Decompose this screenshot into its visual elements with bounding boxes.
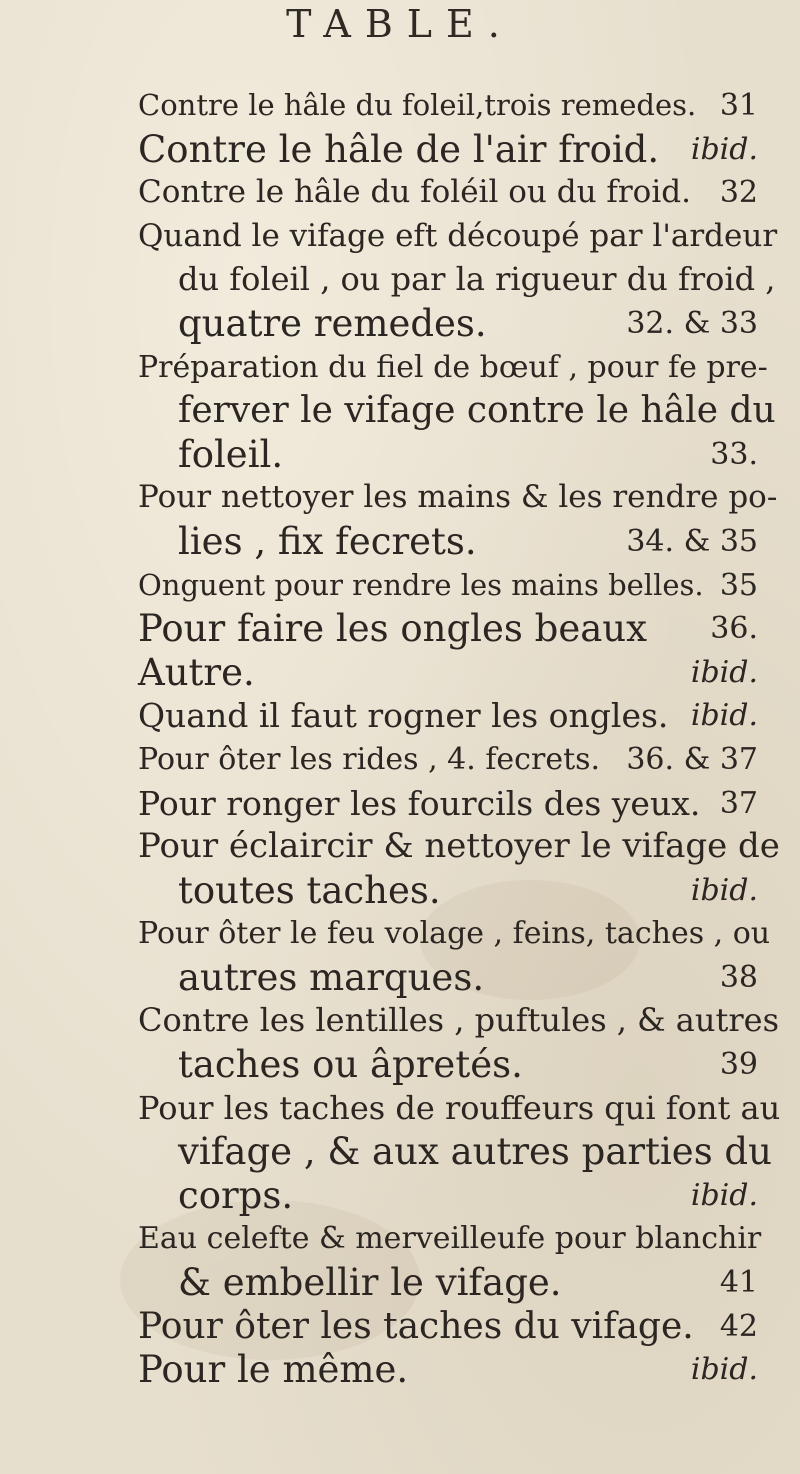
- toc-entry: [0, 1130, 800, 1174]
- toc-entry-text: taches ou âpretés.: [178, 1043, 523, 1087]
- toc-entry-page: ibid.: [690, 654, 758, 690]
- toc-entry-text: vifage , & aux autres parties du: [178, 1130, 772, 1174]
- toc-entry: [0, 738, 800, 782]
- toc-entry: [0, 825, 800, 869]
- toc-entry-text: Onguent pour rendre les mains belles.: [138, 567, 704, 602]
- toc-entry-text: foleil.: [178, 432, 284, 476]
- toc-entry-text: Préparation du fiel de bœuf , pour fe pre-: [138, 349, 768, 385]
- toc-entry-text: Contre les lentilles , puftules , & autres: [138, 1001, 779, 1040]
- toc-entry-text: Pour ôter le feu volage , feins, taches , ou: [138, 916, 771, 952]
- toc-entry-text: Pour le même.: [138, 1348, 409, 1392]
- toc-entry-page: ibid.: [690, 698, 758, 734]
- toc-entry-text: corps.: [178, 1173, 294, 1217]
- toc-entry-text: Pour ôter les rides , 4. fecrets.: [138, 741, 601, 777]
- toc-entry: [0, 607, 800, 651]
- toc-entry-page: ibid.: [690, 1177, 758, 1213]
- toc-entry-page: 31: [719, 88, 758, 123]
- toc-entry-text: Quand le vifage eft découpé par l'ardeur: [138, 217, 778, 254]
- toc-entry-page: 34. & 35: [626, 523, 758, 559]
- toc-entry: [0, 346, 800, 390]
- toc-entry-page: 42: [719, 1308, 758, 1344]
- toc-entry-text: Pour faire les ongles beaux: [138, 607, 647, 651]
- toc-entry: [0, 1217, 800, 1261]
- toc-entry: [0, 956, 800, 1000]
- toc-entry-page: ibid.: [690, 872, 758, 908]
- toc-entry: [0, 564, 800, 608]
- toc-entry-text: Quand il faut rogner les ongles.: [138, 696, 669, 736]
- toc-entry-text: Contre le hâle de l'air froid.: [138, 127, 660, 171]
- toc-entry: [0, 999, 800, 1043]
- toc-entry: [0, 215, 800, 259]
- toc-entry-text: quatre remedes.: [178, 301, 487, 345]
- toc-entry: [0, 869, 800, 913]
- toc-entry-page: 32. & 33: [626, 305, 758, 341]
- toc-entry: [0, 171, 800, 215]
- toc-entry-page: 35: [719, 567, 758, 603]
- toc-entry: [0, 476, 800, 520]
- toc-entry-page: 39: [719, 1047, 758, 1083]
- toc-entry: [0, 389, 800, 433]
- toc-entry-text: Pour éclaircir & nettoyer le vifage de: [138, 826, 780, 867]
- toc-entry-text: Contre le hâle du foleil,trois remedes.: [138, 88, 697, 122]
- toc-entry: [0, 84, 800, 128]
- toc-entry: [0, 1348, 800, 1392]
- toc-entry: [0, 1043, 800, 1087]
- toc-entry: [0, 433, 800, 477]
- toc-entry-page: ibid.: [690, 131, 758, 167]
- toc-entry-text: Pour les taches de rouffeurs qui font au: [138, 1088, 781, 1127]
- toc-entry-text: autres marques.: [178, 955, 485, 999]
- toc-entry: [0, 912, 800, 956]
- toc-entry-page: 33.: [710, 436, 758, 472]
- page-title: TABLE.: [286, 2, 514, 46]
- toc-entry-page: 32: [719, 175, 758, 211]
- toc-entry-page: 38: [719, 959, 758, 995]
- toc-entry-text: toutes taches.: [178, 868, 441, 912]
- toc-entry-text: Pour nettoyer les mains & les rendre po-: [138, 479, 778, 516]
- toc-entry-page: 36.: [710, 611, 758, 647]
- toc-entry-text: du foleil , ou par la rigueur du froid ,: [178, 260, 776, 299]
- toc-entry: [0, 302, 800, 346]
- toc-entry: [0, 651, 800, 695]
- table-of-contents: [0, 84, 800, 1392]
- toc-entry-text: & embellir le vifage.: [178, 1261, 562, 1305]
- toc-entry: [0, 128, 800, 172]
- toc-entry-page: ibid.: [690, 1352, 758, 1388]
- toc-entry: [0, 1087, 800, 1131]
- toc-entry: [0, 1174, 800, 1218]
- toc-entry: [0, 520, 800, 564]
- toc-entry-text: lies , fix fecrets.: [178, 519, 477, 563]
- toc-entry-page: 36. & 37: [626, 741, 758, 777]
- toc-entry-page: 37: [719, 785, 758, 821]
- toc-entry-text: Contre le hâle du foléil ou du froid.: [138, 174, 691, 211]
- toc-entry-text: ferver le vifage contre le hâle du: [178, 390, 776, 432]
- toc-entry: [0, 782, 800, 826]
- toc-entry: [0, 1305, 800, 1349]
- toc-entry-text: Autre.: [138, 650, 255, 694]
- toc-entry: [0, 1261, 800, 1305]
- toc-entry-text: Eau celefte & merveilleufe pour blanchir: [138, 1221, 762, 1257]
- toc-entry: [0, 258, 800, 302]
- toc-entry-page: 41: [719, 1265, 758, 1301]
- toc-entry-text: Pour ronger les fourcils des yeux.: [138, 783, 701, 823]
- toc-entry: [0, 694, 800, 738]
- toc-entry-text: Pour ôter les taches du vifage.: [138, 1305, 694, 1347]
